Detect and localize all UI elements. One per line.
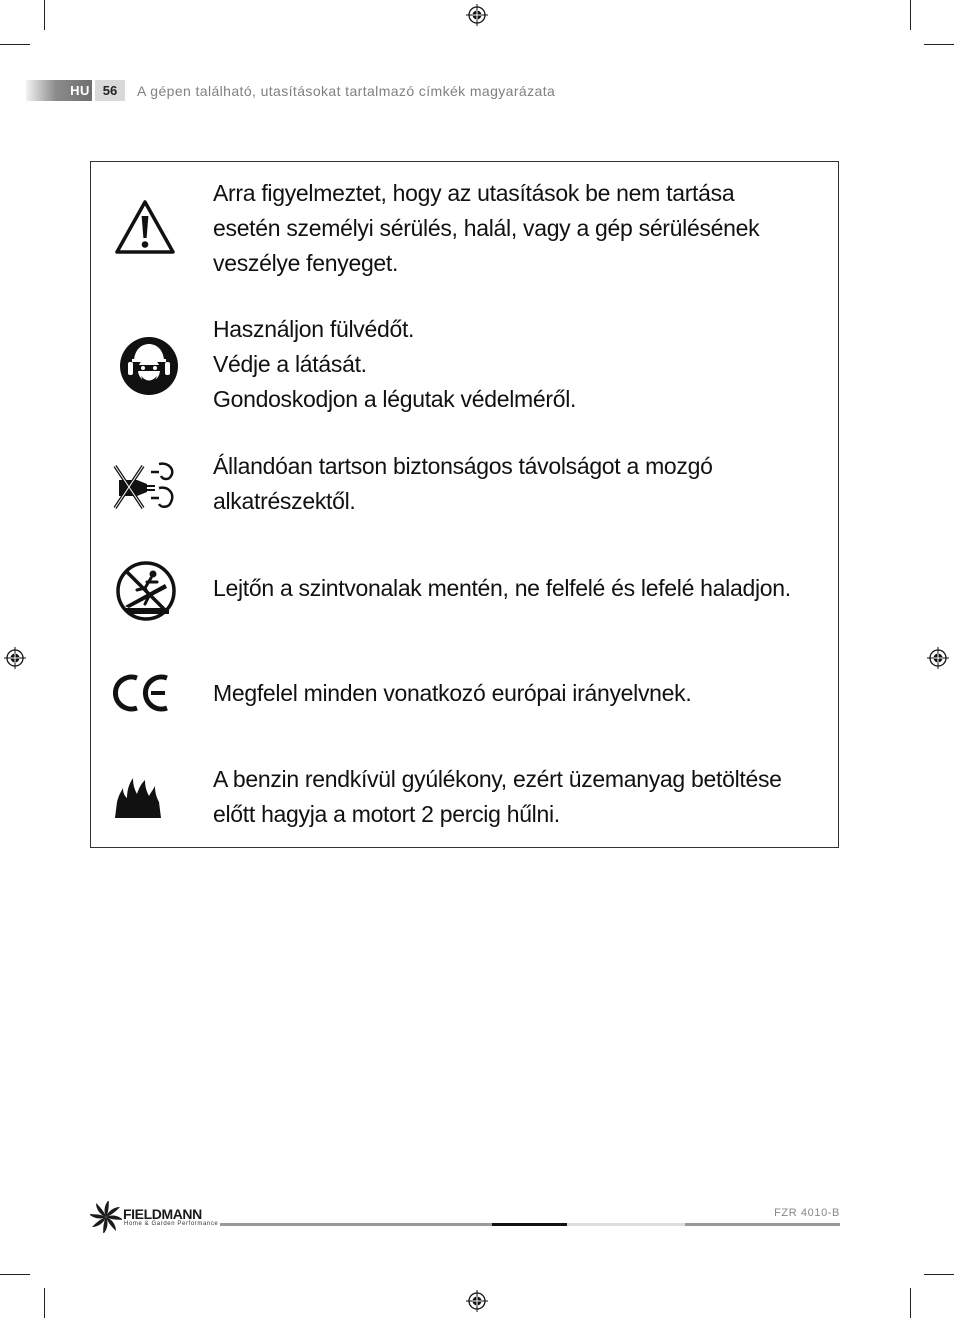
crop-mark <box>924 1274 954 1275</box>
registration-mark-icon <box>466 1290 488 1312</box>
footer-rule <box>685 1223 840 1226</box>
registration-mark-icon <box>466 4 488 26</box>
description-line: Használjon fülvédőt. <box>213 316 415 342</box>
model-number: FZR 4010-B <box>774 1207 840 1219</box>
crop-mark <box>910 1288 911 1318</box>
footer-rule <box>220 1223 492 1226</box>
description-line: Állandóan tartson biztonságos távolságot a mozgó <box>213 453 713 479</box>
language-code: HU <box>70 83 90 98</box>
page-number: 56 <box>95 80 125 101</box>
symbol-description <box>213 762 823 832</box>
description-line: Lejtőn a szintvonalak mentén, ne felfelé és lefelé haladjon. <box>213 575 791 601</box>
symbol-description <box>213 312 823 417</box>
section-title: A gépen található, utasításokat tartalmazó címkék magyarázata <box>137 83 556 99</box>
no-slope-operation-icon <box>115 560 177 622</box>
fieldmann-logo-icon <box>90 1201 122 1233</box>
registration-mark-icon <box>4 647 26 669</box>
footer-rule <box>492 1223 567 1226</box>
description-line: esetén személyi sérülés, halál, vagy a gép sérülésének <box>213 215 760 241</box>
description-line: alkatrészektől. <box>213 488 356 514</box>
symbols-table <box>90 161 839 848</box>
symbol-description <box>213 676 823 711</box>
registration-mark-icon <box>927 647 949 669</box>
symbol-description <box>213 176 823 281</box>
description-line: Megfelel minden vonatkozó európai irányelvnek. <box>213 680 692 706</box>
crop-mark <box>910 0 911 30</box>
description-line: Arra figyelmeztet, hogy az utasítások be nem tartása <box>213 180 735 206</box>
brand-tagline: Home & Garden Performance <box>124 1221 219 1227</box>
ce-mark-icon <box>113 672 173 714</box>
crop-mark <box>44 1288 45 1318</box>
keep-hands-away-moving-parts-icon <box>113 458 177 516</box>
crop-mark <box>0 1274 30 1275</box>
flammable-fire-icon <box>113 774 163 820</box>
footer-rule <box>567 1223 685 1226</box>
ear-eye-respiratory-protection-icon <box>119 336 179 396</box>
brand-name: FIELDMANN <box>123 1206 202 1222</box>
symbol-description <box>213 571 823 606</box>
description-line: előtt hagyja a motort 2 percig hűlni. <box>213 801 560 827</box>
warning-triangle-icon <box>113 198 177 256</box>
crop-mark <box>44 0 45 30</box>
crop-mark <box>924 44 954 45</box>
description-line: Védje a látását. <box>213 351 367 377</box>
crop-mark <box>0 44 30 45</box>
description-line: Gondoskodjon a légutak védelméről. <box>213 386 577 412</box>
symbol-description <box>213 449 823 519</box>
description-line: A benzin rendkívül gyúlékony, ezért üzemanyag betöltése <box>213 766 782 792</box>
description-line: veszélye fenyeget. <box>213 250 399 276</box>
